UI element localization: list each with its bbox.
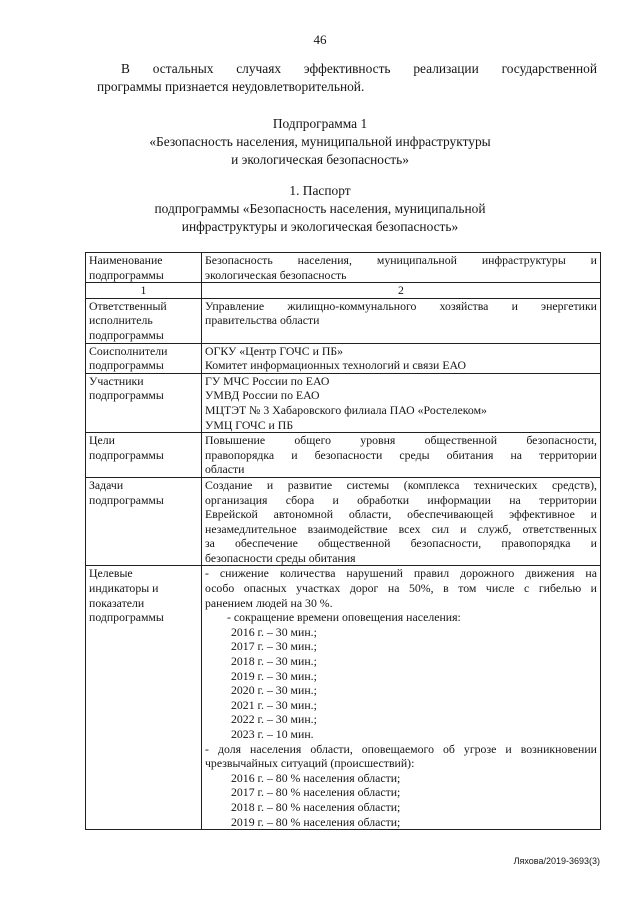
list-item: 2018 г. – 30 мин.; (231, 654, 317, 669)
document-footer-code: Ляхова/2019-3693(3) (513, 856, 600, 866)
subprogram-title-line: «Безопасность населения, муниципальной инфраструктуры (149, 134, 491, 149)
passport-title-line: инфраструктуры и экологическая безопасность» (181, 219, 459, 234)
row-value: Создание и развитие системы (комплекса технических средств), организация сбора и обработки информации на территории Еврейской автономной области, обеспечивающей эффективное и незамедлительное взаимодействие всех сил и служб, ответственных за обеспечение общественной безопасности, правопорядка и безопасности среды обитания (202, 477, 601, 566)
row-label: Наименование подпрограммы (86, 253, 202, 283)
table-row-responsible (86, 298, 601, 343)
list-item: 2022 г. – 30 мин.; (231, 712, 317, 727)
row-label: Целевые индикаторы и показатели подпрограммы (86, 566, 202, 830)
row-value: ГУ МЧС России по ЕАО УМВД России по ЕАО МЦТЭТ № 3 Хабаровского филиала ПАО «Ростелеком» УМЦ ГОЧС и ПБ (202, 373, 601, 432)
passport-heading: 1. Паспорт (289, 183, 351, 198)
table-row-participants (86, 373, 601, 432)
table-row-goals (86, 433, 601, 478)
passport-title-line: подпрограммы «Безопасность населения, муниципальной (154, 201, 486, 216)
passport-title (0, 182, 640, 236)
list-item: 2021 г. – 30 мин.; (231, 697, 317, 712)
table-row-coexecutors (86, 343, 601, 373)
row-value: Управление жилищно-коммунального хозяйства и энергетики правительства области (202, 298, 601, 343)
intro-line: В остальных случаях эффективность реализации государственной (121, 61, 597, 76)
column-number-1: 1 (86, 283, 202, 299)
row-label: Участники подпрограммы (86, 373, 202, 432)
intro-line: программы признается неудовлетворительной. (97, 79, 365, 94)
row-value: Безопасность населения, муниципальной инфраструктуры и экологическая безопасность (202, 253, 601, 283)
intro-paragraph (97, 60, 597, 96)
row-label: Ответственный исполнитель подпрограммы (86, 298, 202, 343)
table-row-tasks (86, 477, 601, 566)
list-item: 2023 г. – 10 мин. (231, 727, 314, 741)
list-item: 2019 г. – 30 мин.; (231, 668, 317, 683)
column-number-2: 2 (202, 283, 601, 299)
table-row-name (86, 253, 601, 283)
table-row-indicators (86, 566, 601, 830)
list-item: 2018 г. – 80 % населения области; (231, 799, 401, 814)
list-item: 2020 г. – 30 мин.; (231, 683, 317, 698)
subprogram-title (0, 115, 640, 169)
row-label: Соисполнители подпрограммы (86, 343, 202, 373)
table-row-column-numbers (86, 283, 601, 299)
list-item: 2017 г. – 80 % населения области; (231, 785, 401, 800)
subprogram-heading: Подпрограмма 1 (272, 116, 368, 131)
row-label: Задачи подпрограммы (86, 477, 202, 566)
subprogram-title-line: и экологическая безопасность» (231, 152, 409, 167)
list-item: 2019 г. – 80 % населения области; (231, 814, 401, 829)
row-value: Повышение общего уровня общественной безопасности, правопорядка и безопасности среды обитания на территории области (202, 433, 601, 478)
row-value: - снижение количества нарушений правил дорожного движения на особо опасных участках дорог на 50%, в том числе с гибелью и ранением людей на 30 %. - сокращение времени оповещения населения: 2016 г. – 30 мин.; 2017 г. – 30 мин.; 2018 г. – 30 мин.; 2019 г. – 30 мин.; 2020 г. – 30 мин.; 2021 г. – 30 мин.; 2022 г. – 30 мин.; 2023 г. – 10 мин. - доля населения области, оповещаемого об угрозе и возникновении чрезвычайных ситуаций (происшествий): 2016 г. – 80 % населения области; 2017 г. – 80 % населения области; 2018 г. – 80 % населения области; 2019 г. – 80 % населения области; (202, 566, 601, 830)
row-value: ОГКУ «Центр ГОЧС и ПБ» Комитет информационных технологий и связи ЕАО (202, 343, 601, 373)
row-label: Цели подпрограммы (86, 433, 202, 478)
list-item: 2017 г. – 30 мин.; (231, 639, 317, 654)
list-item: 2016 г. – 80 % населения области; (231, 770, 401, 785)
passport-table (85, 252, 601, 830)
list-item: 2016 г. – 30 мин.; (231, 624, 317, 639)
page-number: 46 (313, 32, 327, 47)
